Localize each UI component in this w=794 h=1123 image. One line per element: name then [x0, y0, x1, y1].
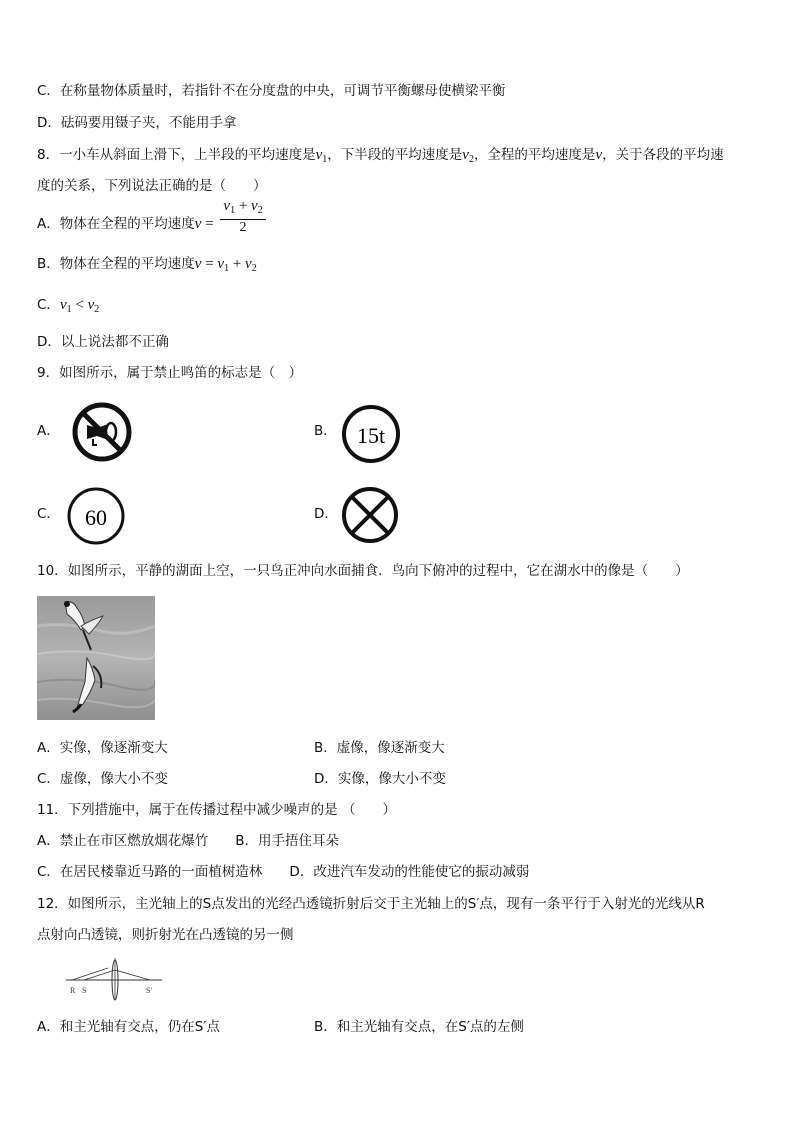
- q8-option-b-text: B．物体在全程的平均速度: [37, 256, 195, 272]
- point-s-label: S: [82, 986, 87, 995]
- no-stopping-cross-sign-icon: [341, 486, 399, 544]
- fraction: $\frac{v_1 + v_2}{2}$: [220, 198, 265, 236]
- q10-option-a: A．实像，像逐渐变大: [37, 740, 168, 756]
- q8-text-b: ，下半段的平均速度是: [327, 147, 463, 163]
- v-symbol: v: [194, 216, 202, 232]
- less-than-sign: <: [71, 297, 88, 313]
- q8-option-a: [37, 198, 266, 236]
- q9-label-a: A．: [37, 423, 60, 439]
- q8-text-d: ，关于各段的平均速: [602, 147, 724, 163]
- refracted-ray: [115, 970, 150, 980]
- q8-option-b: [37, 255, 257, 278]
- sign-15t-text: 15t: [356, 423, 386, 448]
- q12-option-b: B．和主光轴有交点，在S′点的左侧: [314, 1019, 524, 1035]
- plus-sign: +: [229, 256, 246, 272]
- question-11: 11．下列措施中，属于在传播过程中减少噪声的是 （ ）: [37, 802, 396, 818]
- v1-symbol: $v_1$: [217, 256, 230, 274]
- option-7c: C．在称量物体质量时，若指针不在分度盘的中央，可调节平衡螺母使横梁平衡: [37, 83, 506, 99]
- question-12-line2: 点射向凸透镜，则折射光在凸透镜的另一侧: [37, 927, 294, 943]
- v1-symbol: $v_1$: [59, 297, 72, 315]
- q9-label-d: D．: [314, 506, 338, 522]
- q8-option-d: D．以上说法都不正确: [37, 334, 169, 350]
- question-12: 12．如图所示，主光轴上的S点发出的光经凸透镜折射后交于主光轴上的S′点，现有一条平行于入射光的光线从R: [37, 896, 705, 912]
- equals-sign: =: [201, 256, 218, 272]
- v1-symbol: $v_1$: [315, 147, 328, 165]
- q12-option-a: A．和主光轴有交点，仍在S′点: [37, 1019, 220, 1035]
- convex-lens-diagram: [62, 956, 166, 1002]
- q8-text-c: ，全程的平均速度是: [473, 147, 596, 163]
- q11-options-cd: C．在居民楼靠近马路的一面植树造林 D．改进汽车发动的性能使它的振动减弱: [37, 864, 530, 880]
- bird-reflection-photo: [37, 596, 155, 720]
- q10-option-b: B．虚像，像逐渐变大: [314, 740, 445, 756]
- no-horn-sign-icon: [71, 401, 133, 463]
- q10-option-d: D．实像，像大小不变: [314, 771, 446, 787]
- speed-limit-60-sign: [66, 486, 126, 546]
- point-r-label: R: [70, 986, 76, 995]
- q11-options-ab: A．禁止在市区燃放烟花爆竹 B．用手捂住耳朵: [37, 833, 339, 849]
- weight-limit-15t-sign: [341, 404, 401, 464]
- equals-sign: =: [201, 216, 218, 232]
- question-10: 10．如图所示，平静的湖面上空，一只鸟正冲向水面捕食．鸟向下俯冲的过程中，它在湖水中的像是（ ）: [37, 563, 689, 579]
- v2-symbol: $v_2$: [245, 256, 257, 274]
- incident-ray: [84, 970, 115, 980]
- q9-label-c: C．: [37, 506, 60, 522]
- q8-text-a: 8．一小车从斜面上滑下，上半段的平均速度是: [37, 147, 316, 163]
- v-symbol: v: [595, 147, 603, 163]
- question-8-line2: 度的关系，下列说法正确的是（ ）: [37, 178, 267, 194]
- q8-option-c: [37, 296, 99, 319]
- question-8: [37, 146, 724, 169]
- option-7d: D．砝码要用镊子夹，不能用手拿: [37, 115, 237, 131]
- question-9: 9．如图所示，属于禁止鸣笛的标志是（ ）: [37, 365, 303, 381]
- q9-label-b: B．: [314, 423, 337, 439]
- v2-symbol: $v_2$: [87, 297, 100, 315]
- sign-60-text: 60: [85, 505, 107, 530]
- v-symbol: v: [194, 256, 202, 272]
- point-s-prime-label: S′: [146, 986, 153, 995]
- q8-option-a-text: A．物体在全程的平均速度: [37, 216, 195, 232]
- q8-option-c-label: C．: [37, 297, 60, 313]
- v2-symbol: $v_2$: [462, 147, 474, 165]
- q10-option-c: C．虚像，像大小不变: [37, 771, 168, 787]
